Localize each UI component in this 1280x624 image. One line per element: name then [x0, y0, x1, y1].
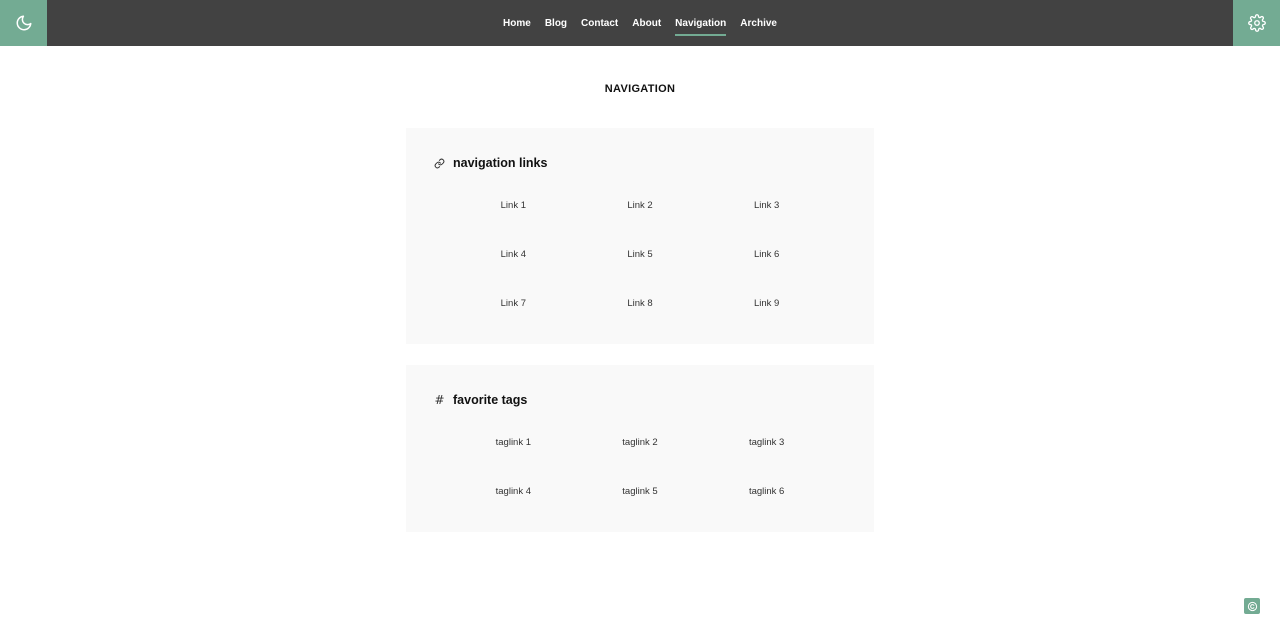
navigation-links-header — [434, 156, 547, 170]
theme-toggle-button[interactable] — [0, 0, 47, 46]
link-2[interactable]: Link 2 — [627, 200, 653, 211]
copyright-icon — [1247, 601, 1258, 612]
link-8[interactable]: Link 8 — [627, 298, 653, 309]
link-6[interactable]: Link 6 — [753, 249, 780, 260]
settings-button[interactable] — [1233, 0, 1280, 46]
link-3[interactable]: Link 3 — [753, 200, 780, 211]
favorite-tags-header — [434, 393, 527, 407]
favorite-tags-grid — [450, 433, 830, 531]
nav-archive[interactable]: Archive — [740, 17, 777, 29]
taglink-2[interactable]: taglink 2 — [622, 437, 658, 448]
navigation-links-card — [406, 128, 874, 344]
taglink-1[interactable]: taglink 1 — [495, 437, 532, 448]
taglink-4[interactable]: taglink 4 — [495, 486, 532, 497]
link-icon — [434, 158, 445, 169]
favorite-tags-title: favorite tags — [453, 393, 528, 407]
taglink-3[interactable]: taglink 3 — [748, 437, 785, 448]
navigation-links-grid — [450, 196, 830, 343]
link-4[interactable]: Link 4 — [500, 249, 526, 260]
nav-navigation[interactable]: Navigation — [668, 14, 733, 33]
gear-icon — [1248, 14, 1266, 32]
link-9[interactable]: Link 9 — [753, 298, 780, 309]
nav-about[interactable]: About — [632, 17, 662, 29]
hash-icon: # — [434, 393, 445, 407]
taglink-6[interactable]: taglink 6 — [748, 486, 785, 497]
link-1[interactable]: Link 1 — [500, 200, 526, 211]
nav-contact[interactable]: Contact — [581, 17, 619, 29]
navigation-links-title: navigation links — [453, 156, 548, 170]
copyright-button[interactable] — [1244, 598, 1260, 614]
taglink-5[interactable]: taglink 5 — [622, 486, 658, 497]
favorite-tags-card — [406, 365, 874, 532]
page-title: NAVIGATION — [604, 83, 676, 95]
nav-home[interactable]: Home — [503, 17, 531, 29]
moon-icon — [15, 14, 33, 32]
link-7[interactable]: Link 7 — [500, 298, 526, 309]
nav-blog[interactable]: Blog — [544, 17, 568, 29]
link-5[interactable]: Link 5 — [627, 249, 653, 260]
